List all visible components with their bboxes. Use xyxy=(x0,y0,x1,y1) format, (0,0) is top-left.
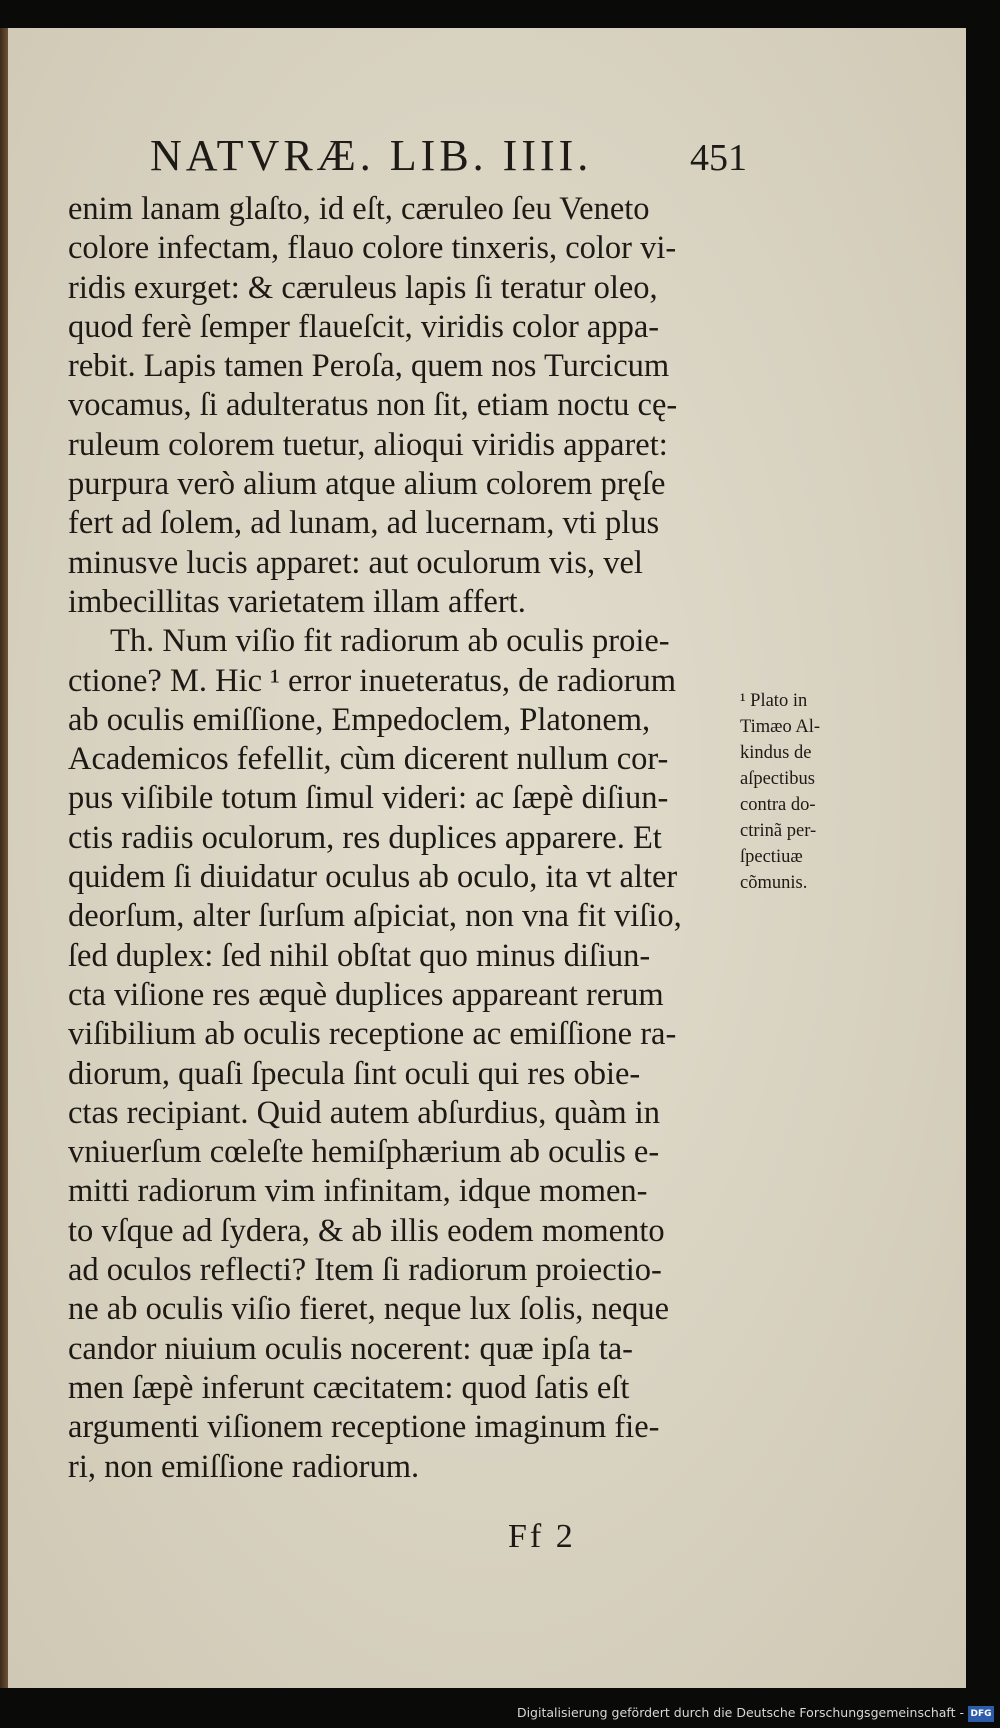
margin-note-line: contra do- xyxy=(740,795,816,815)
text-line: argumenti viſionem receptione imaginum fie- xyxy=(68,1409,660,1446)
text-line: enim lanam glaſto, id eſt, cæruleo ſeu Veneto xyxy=(68,191,650,227)
dfg-logo: DFG xyxy=(968,1706,994,1722)
text-line: rebit. Lapis tamen Peroſa, quem nos Turcicum xyxy=(68,348,670,385)
text-line: men ſæpè inferunt cæcitatem: quod ſatis eſt xyxy=(68,1369,630,1406)
text-line: ctas recipiant. Quid autem abſurdius, quàm in xyxy=(68,1094,661,1131)
text-line: ruleum colorem tuetur, alioqui viridis apparet: xyxy=(68,426,668,463)
margin-note-line: ctrinã per- xyxy=(740,821,817,841)
text-line: ctis radiis oculorum, res duplices apparere. Et xyxy=(68,819,662,856)
text-line: pus viſibile totum ſimul videri: ac ſæpè diſiun- xyxy=(68,780,669,817)
running-head-title: NATVRÆ. LIB. IIII. xyxy=(150,131,593,180)
margin-note-line: ſpectiuæ xyxy=(740,847,803,867)
text-line: ridis exurget: & cæruleus lapis ſi teratur oleo, xyxy=(68,269,658,306)
text-line: quidem ſi diuidatur oculus ab oculo, ita vt alter xyxy=(68,859,678,896)
margin-note-line: ¹ Plato in xyxy=(740,691,808,711)
text-line: minusve lucis apparet: aut oculorum vis, vel xyxy=(68,544,643,581)
text-line: purpura verò alium atque alium colorem pręſe xyxy=(68,466,666,503)
text-line: ctione? M. Hic ¹ error inueteratus, de radiorum xyxy=(68,662,677,699)
text-line: colore infectam, flauo colore tinxeris, color vi- xyxy=(68,230,677,267)
text-line: cta viſione res æquè duplices appareant rerum xyxy=(68,976,664,1013)
text-line: mitti radiorum vim infinitam, idque momen- xyxy=(68,1173,648,1210)
text-line: ne ab oculis viſio fieret, neque lux ſolis, neque xyxy=(68,1291,670,1328)
text-line: diorum, quaſi ſpecula ſint oculi qui res obie- xyxy=(68,1055,641,1092)
page-number: 451 xyxy=(690,137,747,179)
funding-credit: Digitalisierung gefördert durch die Deutsche Forschungsgemeinschaft - xyxy=(516,1705,964,1720)
text-line: ad oculos reflecti? Item ſi radiorum proiectio- xyxy=(68,1252,662,1289)
text-line: Academicos fefellit, cùm dicerent nullum cor- xyxy=(68,741,669,778)
text-line: ab oculis emiſſione, Empedoclem, Platonem, xyxy=(68,701,651,738)
text-line: to vſque ad ſydera, & ab illis eodem momento xyxy=(68,1212,665,1249)
running-header xyxy=(150,130,750,190)
text-line: candor niuium oculis nocerent: quæ ipſa ta- xyxy=(68,1330,633,1367)
text-line: ri, non emiſſione radiorum. xyxy=(68,1448,420,1485)
text-line: quod ferè ſemper flaueſcit, viridis color appa- xyxy=(68,308,660,345)
digitization-footer xyxy=(0,1702,1000,1728)
main-text-block xyxy=(68,190,738,1487)
signature-mark: Ff 2 xyxy=(508,1518,576,1555)
paragraph-start-line: Th. Num viſio fit radiorum ab oculis proie- xyxy=(110,623,670,660)
text-line: deorſum, alter ſurſum aſpiciat, non vna fit viſio, xyxy=(68,898,682,935)
text-line: vniuerſum cœleſte hemiſphærium ab oculis e- xyxy=(68,1134,660,1171)
text-line: fert ad ſolem, ad lunam, ad lucernam, vti plus xyxy=(68,505,660,542)
margin-note-line: aſpectibus xyxy=(740,769,816,789)
text-line: viſibilium ab oculis receptione ac emiſſione ra- xyxy=(68,1016,677,1053)
marginal-note xyxy=(740,688,870,896)
margin-note-line: Timæo Al- xyxy=(740,717,821,737)
text-line: imbecillitas varietatem illam affert. xyxy=(68,583,526,620)
margin-note-line: cõmunis. xyxy=(740,873,808,893)
text-line: ſed duplex: ſed nihil obſtat quo minus diſiun- xyxy=(68,937,651,974)
margin-note-line: kindus de xyxy=(740,743,812,763)
text-line: vocamus, ſi adulteratus non ſit, etiam noctu cę- xyxy=(68,387,678,424)
